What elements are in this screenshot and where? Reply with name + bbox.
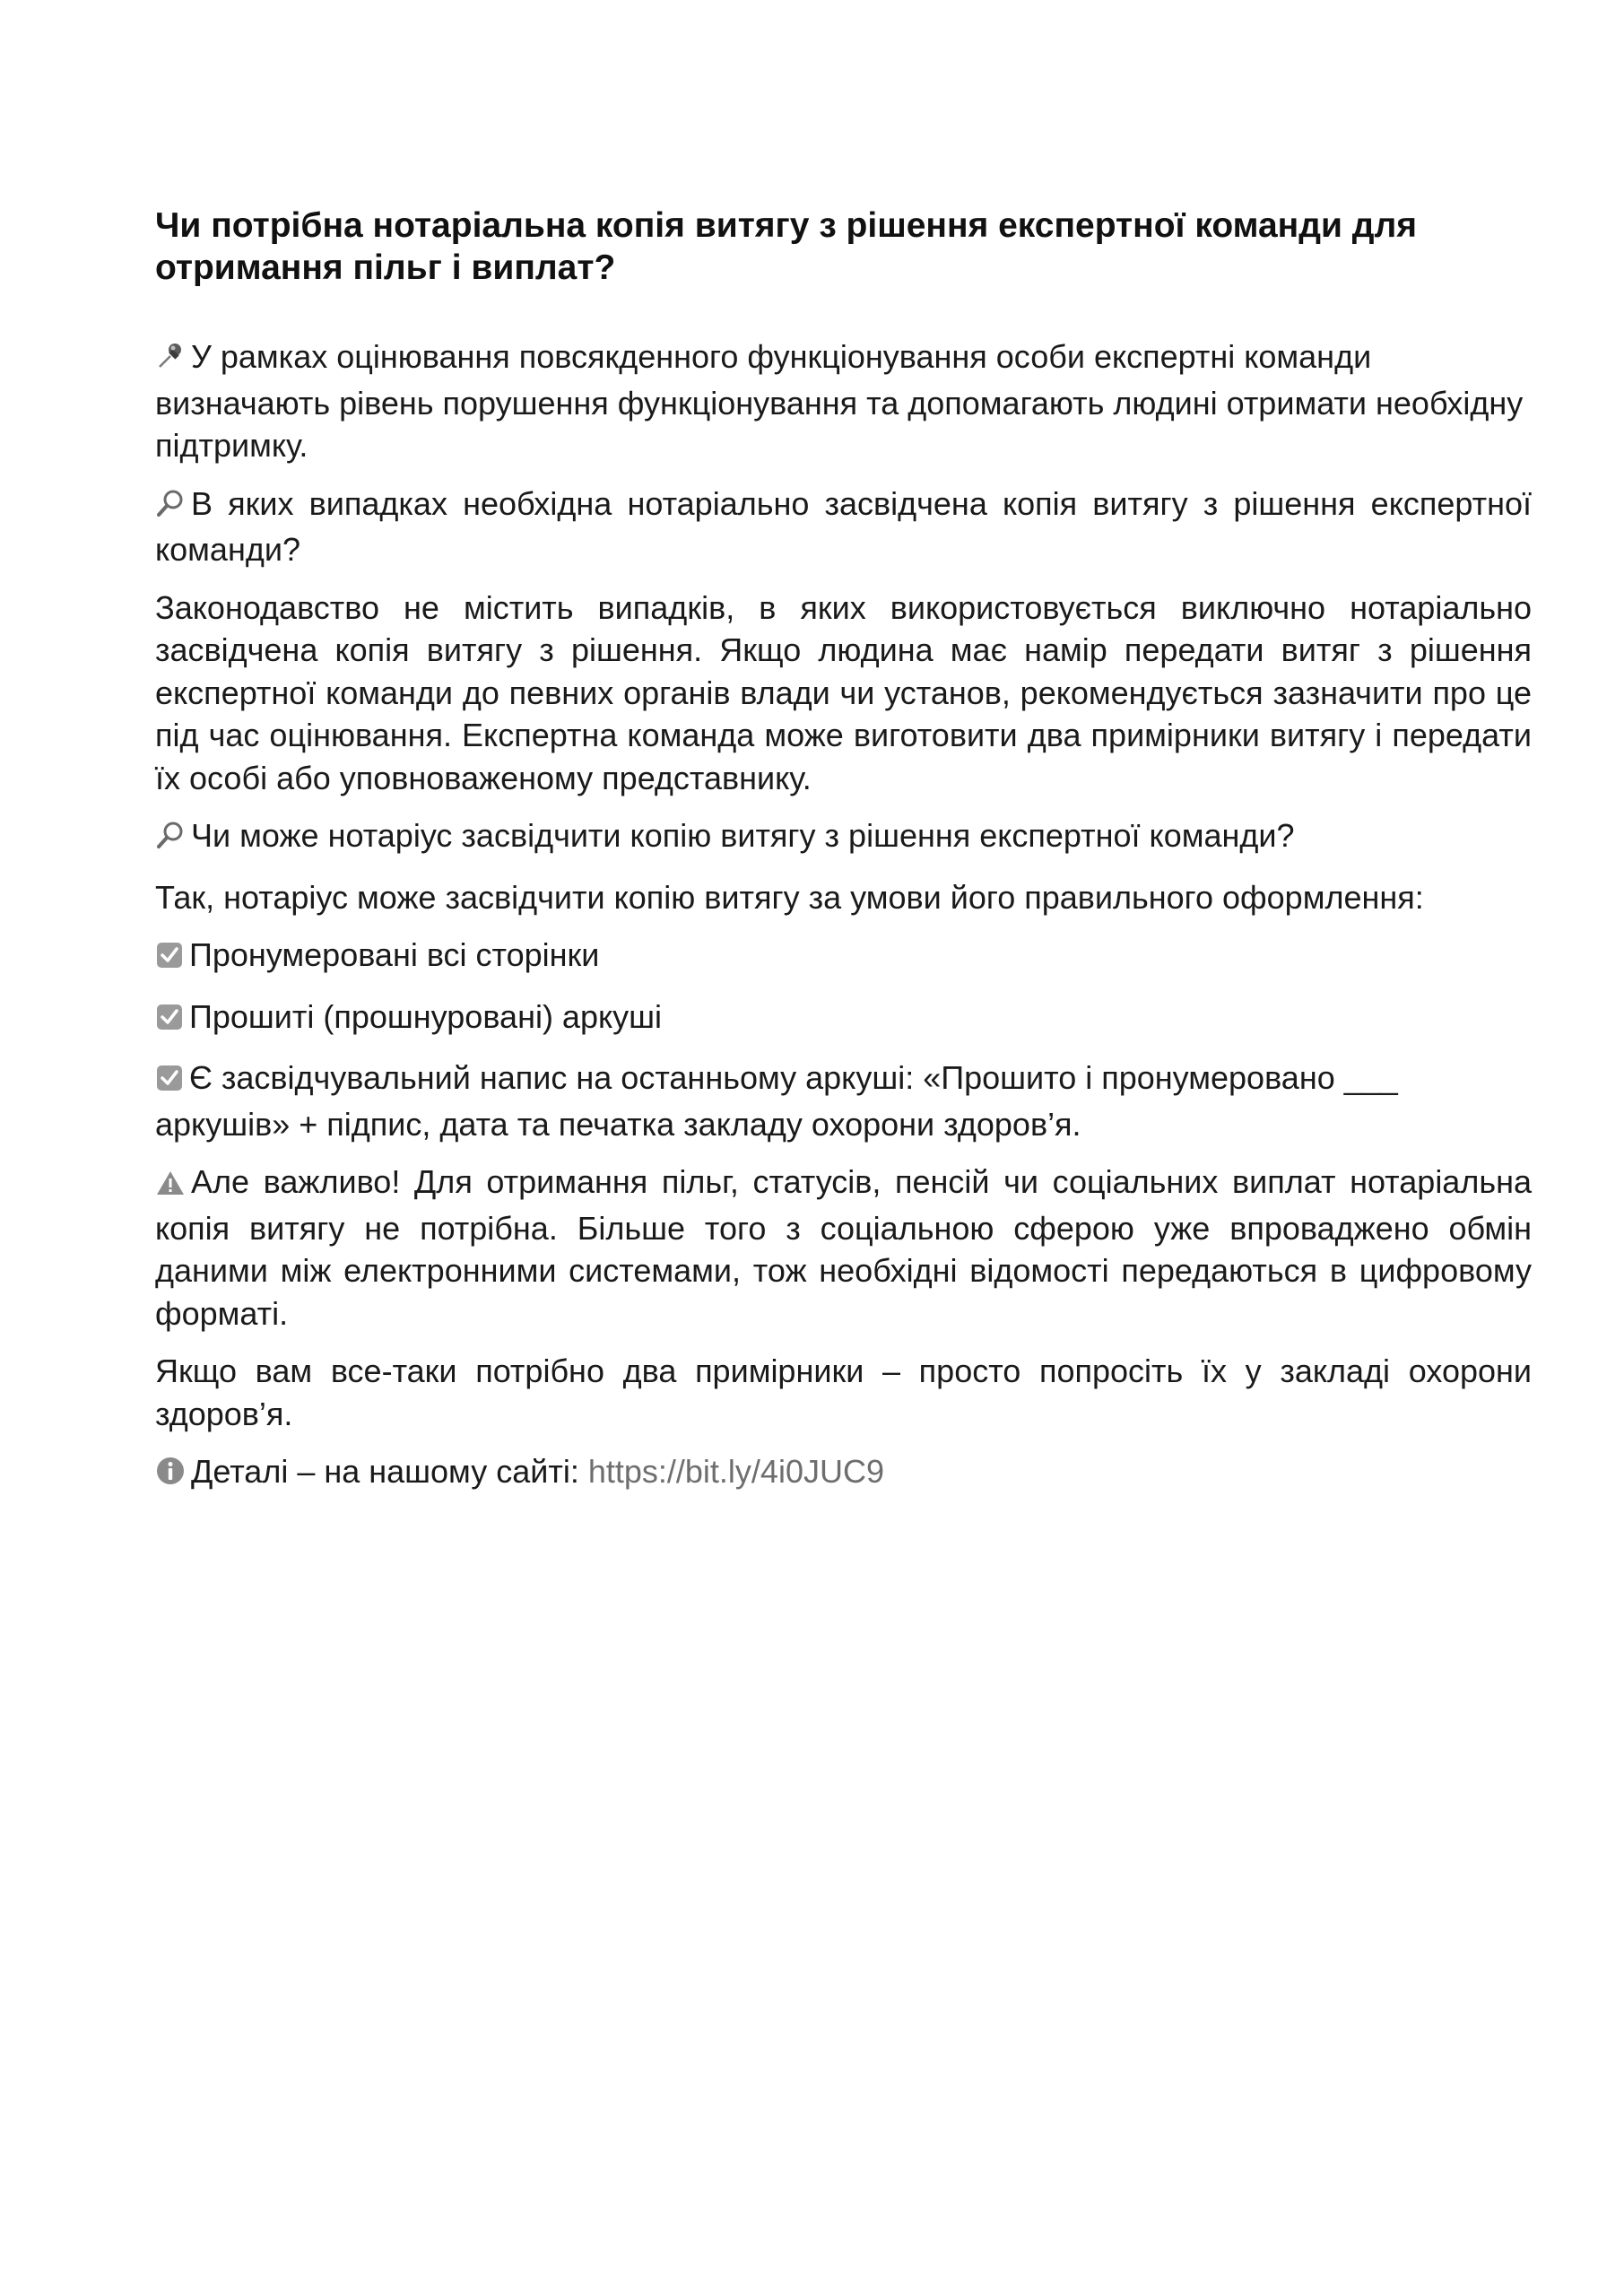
magnifier-icon — [155, 486, 186, 529]
checkbox-checked-icon — [155, 1060, 184, 1103]
document-page — [155, 204, 1532, 1512]
info-icon — [155, 1454, 186, 1497]
details-paragraph — [155, 1450, 1532, 1497]
question-1 — [155, 483, 1532, 571]
warning-text: Але важливо! Для отримання пільг, статусів, пенсій чи соціальних виплат нотаріальна копія витягу не потрібна. Більше того з соціальною сферою уже впроваджено обмін даними між електронними системами, тож необхідні відомості передаються в цифровому форматі. — [155, 1163, 1532, 1332]
checklist-item-text: Пронумеровані всі сторінки — [189, 936, 600, 973]
magnifier-icon — [155, 818, 186, 861]
checklist-item — [155, 934, 1532, 980]
question-2 — [155, 814, 1532, 861]
warning-paragraph — [155, 1161, 1532, 1335]
checklist-item — [155, 1057, 1532, 1145]
details-link[interactable]: https://bit.ly/4i0JUC9 — [587, 1453, 884, 1490]
pushpin-icon — [155, 339, 186, 382]
checklist-item-text: Прошиті (прошнуровані) аркуші — [189, 997, 663, 1035]
closing-paragraph: Якщо вам все-таки потрібно два примірники – просто попросіть їх у закладі охорони здоров’я. — [155, 1352, 1532, 1432]
answer-2: Так, нотаріус може засвідчити копію витягу за умови його правильного оформлення: — [155, 878, 1424, 916]
warning-icon — [155, 1164, 186, 1207]
document-title: Чи потрібна нотаріальна копія витягу з рішення експертної команди для отримання пільг і виплат? — [155, 206, 1418, 287]
checklist-item-text: Є засвідчувальний напис на останньому аркуші: «Прошито і пронумеровано ___ аркушів» + підпис, дата та печатка закладу охорони здоров’я. — [155, 1059, 1398, 1143]
checklist-item — [155, 996, 1532, 1042]
intro-text: У рамках оцінювання повсякденного функціонування особи експертні команди визначають рівень порушення функціонування та допомагають людині отримати необхідну підтримку. — [155, 338, 1524, 464]
details-label: Деталі – на нашому сайті: — [191, 1453, 579, 1490]
checkbox-checked-icon — [155, 937, 184, 980]
answer-1: Законодавство не містить випадків, в яких використовується виключно нотаріально засвідчена копія витягу з рішення. Якщо людина має намір передати витяг з рішення експертної команди до певних органів влади чи установ, рекомендується зазначити про це під час оцінювання. Експертна команда може виготовити два примірники витягу і передати їх особі або уповноваженому представнику. — [155, 588, 1532, 796]
intro-paragraph — [155, 335, 1532, 467]
question-1-text: В яких випадках необхідна нотаріально засвідчена копія витягу з рішення експертної команди? — [155, 484, 1532, 568]
question-2-text: Чи може нотаріус засвідчити копію витягу з рішення експертної команди? — [191, 817, 1295, 854]
checkbox-checked-icon — [155, 999, 184, 1042]
